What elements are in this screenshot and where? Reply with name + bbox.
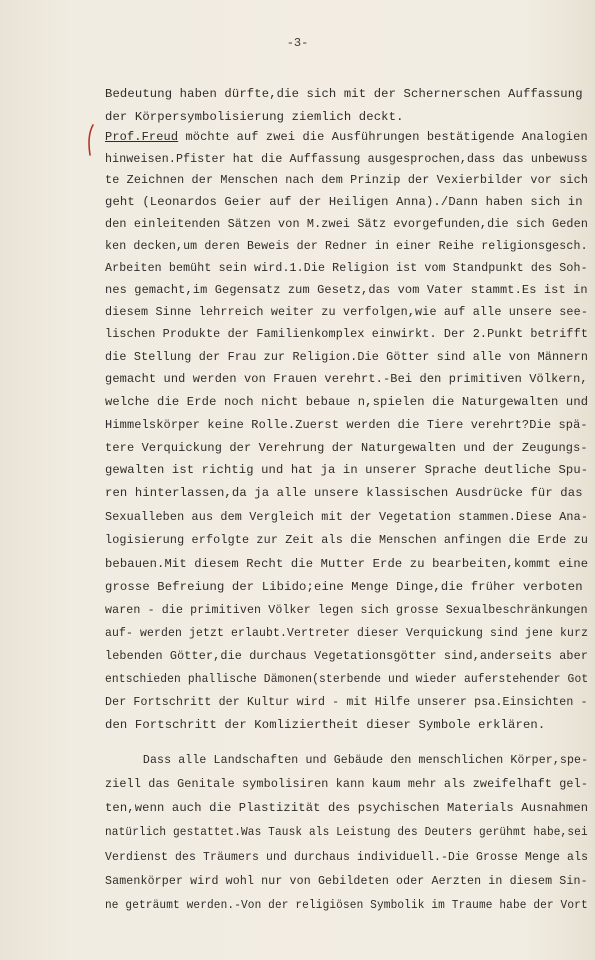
speaker-name: Prof.Freud bbox=[105, 130, 179, 144]
text-line: lischen Produkte der Familienkomplex einwirkt. Der 2.Punkt betrifft bbox=[105, 327, 589, 341]
text-line bbox=[105, 753, 588, 767]
text-line: diesem Sinne lehrreich weiter zu verfolgen,wie auf alle unsere see- bbox=[105, 305, 589, 319]
text-line: ken decken,um deren Beweis der Redner in einer Reihe religionsgesch. bbox=[105, 239, 588, 253]
text-line bbox=[105, 130, 588, 144]
text-line: ren hinterlassen,da ja alle unsere klassischen Ausdrücke für das bbox=[105, 486, 583, 500]
page-number: -3- bbox=[286, 36, 309, 50]
text-line: Bedeutung haben dürfte,die sich mit der Schernerschen Auffassung bbox=[105, 87, 583, 101]
text-line: Verdienst des Träumers und durchaus individuell.-Die Grosse Menge als bbox=[105, 850, 589, 864]
text-line: lebenden Götter,die durchaus Vegetationsgötter sind,anderseits aber bbox=[105, 649, 589, 663]
text-line: Der Fortschritt der Kultur wird - mit Hilfe unserer psa.Einsichten - bbox=[105, 695, 588, 709]
text-line: der Körpersymbolisierung ziemlich deckt. bbox=[105, 110, 404, 124]
text-line: logisierung erfolgte zur Zeit als die Menschen anfingen die Erde zu bbox=[105, 533, 589, 547]
text-line: Himmelskörper keine Rolle.Zuerst werden die Tiere verehrt?Die spä- bbox=[105, 418, 588, 432]
text-line: bebauen.Mit diesem Recht die Mutter Erde zu bearbeiten,kommt eine bbox=[105, 557, 589, 571]
text-line: Samenkörper wird wohl nur von Gebildeten oder Aerzten in diesem Sin- bbox=[105, 874, 588, 888]
text-line: grosse Befreiung der Libido;eine Menge Dinge,die früher verboten bbox=[105, 580, 583, 594]
text-line: natürlich gestattet.Was Tausk als Leistung des Deuters gerühmt habe,sei bbox=[105, 825, 588, 839]
text-line: gewalten ist richtig und hat ja in unserer Sprache deutliche Spu- bbox=[105, 463, 589, 477]
text-line: Sexualleben aus dem Vergleich mit der Vegetation stammen.Diese Ana- bbox=[105, 510, 589, 524]
margin-pencil-mark bbox=[86, 124, 96, 156]
text-line: te Zeichnen der Menschen nach dem Prinzip der Vexierbilder vor sich bbox=[105, 173, 589, 187]
text-line: gemacht und werden von Frauen verehrt.-Bei den primitiven Völkern, bbox=[105, 372, 588, 386]
text-line: entschieden phallische Dämonen(sterbende und wieder auferstehender Got bbox=[105, 672, 589, 686]
text-line: ten,wenn auch die Plastizität des psychischen Materials Ausnahmen bbox=[105, 801, 589, 815]
text-line: tere Verquickung der Verehrung der Naturgewalten und der Zeugungs- bbox=[105, 441, 588, 455]
text-line: geht (Leonardos Geier auf der Heiligen Anna)./Dann haben sich in bbox=[105, 195, 583, 209]
text-line: nes gemacht,im Gegensatz zum Gesetz,das vom Vater stammt.Es ist in bbox=[105, 283, 588, 297]
text-line: ne geträumt werden.-Von der religiösen Symbolik im Traume habe der Vort bbox=[105, 898, 588, 912]
text-line: Arbeiten bemüht sein wird.1.Die Religion ist vom Standpunkt des Soh- bbox=[105, 261, 588, 275]
text-line: waren - die primitiven Völker legen sich grosse Sexualbeschränkungen bbox=[105, 603, 588, 617]
text-line: auf- werden jetzt erlaubt.Vertreter dieser Verquickung sind jene kurz bbox=[105, 626, 589, 640]
text-line: den Fortschritt der Komliziertheit dieser Symbole erklären. bbox=[105, 718, 546, 732]
text-line: die Stellung der Frau zur Religion.Die Götter sind alle von Männern bbox=[105, 350, 589, 364]
text-line: hinweisen.Pfister hat die Auffassung ausgesprochen,dass das unbewuss bbox=[105, 152, 588, 166]
text-line: den einleitenden Sätzen von M.zwei Sätz evorgefunden,die sich Geden bbox=[105, 217, 589, 231]
text-span: Dass alle Landschaften und Gebäude den menschlichen Körper,spe- bbox=[142, 753, 589, 767]
text-line: ziell das Genitale symbolisiren kann kaum mehr als zweifelhaft gel- bbox=[105, 777, 589, 791]
text-line: welche die Erde noch nicht bebaue n,spielen die Naturgewalten und bbox=[105, 395, 589, 409]
text-span: möchte auf zwei die Ausführungen bestätigende Analogien bbox=[178, 130, 588, 144]
